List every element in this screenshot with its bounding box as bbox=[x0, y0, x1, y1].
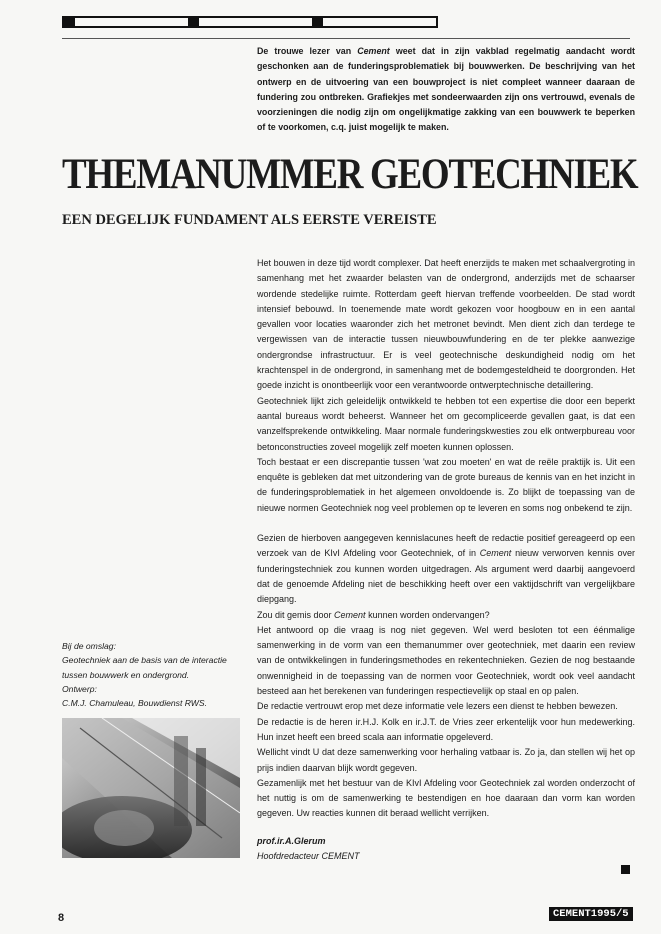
bar-block bbox=[312, 18, 323, 26]
page-number: 8 bbox=[58, 912, 65, 924]
body-paragraph: Het antwoord op die vraag is nog niet gegeven. Wel werd besloten tot een éénmalige samenwerking in de vorm van een themanummer over geotechniek, met daarin een review van de ontwikkelingen in funderingsmethodes en rekentechnieken. Gezien de nog bestaande onwennigheid in de toepassing van de normen voor Geotechniek, wordt ook veel aandacht besteed aan het berekenen van funderingen respectievelijk op staal en op palen. bbox=[257, 624, 635, 697]
body-paragraph: Geotechniek lijkt zich geleidelijk ontwikkeld te hebben tot een expertise die door een beperkt aantal bureaus wordt beheerst. Wanneer het om gecompliceerde gevallen gaat, is dat een vanzelfsprekende ontwikkeling. Maar normale funderingskwesties zou elk ontwerpbureau voor betonconstructies zoveel mogelijk zelf moeten kunnen oplossen. bbox=[257, 395, 635, 452]
body-paragraph: Zou dit gemis door Cement kunnen worden ondervangen? bbox=[257, 609, 490, 620]
body-paragraph: Het bouwen in deze tijd wordt complexer. Dat heeft enerzijds te maken met schaalvergroting in samenhang met het zwaarder belasten van de ondergrond, anderzijds met de schaarser wordende stedelijke ruimte. Rotterdam geeft hiervan treffende voorbeelden. De stad wordt intensief bebouwd. In toenemende mate wordt gekozen voor hoogbouw en in een aantal gevallen voor locaties waaronder zich het metronet bevindt. Men dient zich dan terdege te vergewissen van de interactie tussen nieuwbouwfundering en de ter plekke aanwezige ondergrondse infrastructuur. Er is veel geotechnische deskundigheid nodig om het krachtenspel in de ondergrond, in samenhang met de bodemgesteldheid te doorgronden. Het goede inzicht is onontbeerlijk voor een verantwoorde ontwerptechnische detaillering. bbox=[257, 258, 635, 391]
body-paragraph: De redactie is de heren ir.H.J. Kolk en ir.J.T. de Vries zeer erkentelijk voor hun medewerking. Hun inzet heeft een breed scala aan informatie opgeleverd. bbox=[257, 716, 635, 742]
signature-role: Hoofdredacteur CEMENT bbox=[257, 850, 360, 861]
issue-tag: CEMENT1995/5 bbox=[549, 907, 633, 921]
body-paragraph: Wellicht vindt U dat deze samenwerking voor herhaling vatbaar is. Zo ja, dan stellen wij het op prijs indien daarvan blijk wordt gegeven. bbox=[257, 747, 635, 773]
end-mark bbox=[621, 865, 630, 874]
signature-name: prof.ir.A.Glerum bbox=[257, 835, 326, 846]
body-paragraph: Gezamenlijk met het bestuur van de KIvI Afdeling voor Geotechniek zal worden onderzocht of het nuttig is om de samenwerking te bestendigen en hoe daaraan dan vorm kan worden gegeven. Uw reacties kunnen dit beraad wellicht verrijken. bbox=[257, 777, 635, 819]
intro-paragraph: De trouwe lezer van Cement weet dat in zijn vakblad regelmatig aandacht wordt geschonken aan de funderingsproblematiek bij bouwwerken. De beschrijving van het ontwerp en de uitvoering van een bouwproject is niet compleet wanneer daaraan de fundering zou ontbreken. Grafiekjes met sondeerwaarden zijn ons vertrouwd, evenals de voorzieningen die nodig zijn om ongelijkmatige zakking van een bouwwerk te beperken of te voorkomen, c.q. juist mogelijk te maken. bbox=[257, 46, 636, 133]
bar-block bbox=[188, 18, 199, 26]
article-body bbox=[257, 256, 635, 864]
signature bbox=[257, 834, 635, 865]
top-decorative-bar bbox=[62, 16, 438, 28]
bar-block bbox=[64, 18, 75, 26]
body-paragraph: Toch bestaat er een discrepantie tussen 'wat zou moeten' en wat de reële praktijk is. Uit een enquête is gebleken dat met uitzondering van de grote bureaus de kennis van en het inzicht in de funderingsproblematiek in het algemeen onvoldoende is. Zo blijkt de toepassing van de nieuwe normen Geotechniek nog veel problemen op te leveren en soms nog onbekend te zijn. bbox=[257, 456, 635, 513]
page-title: THEMANUMMER GEOTECHNIEK bbox=[62, 151, 638, 198]
cover-photo bbox=[62, 718, 240, 858]
body-paragraph: Gezien de hierboven aangegeven kennislacunes heeft de redactie positief gereageerd op een verzoek van de KIvI Afdeling voor Geotechniek, of in Cement nieuw verworven kennis over funderingstechniek zou kunnen worden uitgedragen. Als argument werd daarbij aangevoerd dat de genoemde Afdeling niet de beschikking heeft over een vaktijdschrift van vergelijkbare diepgang. bbox=[257, 533, 636, 605]
page-subtitle: EEN DEGELIJK FUNDAMENT ALS EERSTE VEREISTE bbox=[62, 212, 437, 228]
cover-caption: Bij de omslag: Geotechniek aan de basis van de interactie tussen bouwwerk en ondergrond. Ontwerp: C.M.J. Chamuleau, Bouwdienst RWS. bbox=[62, 641, 227, 709]
body-paragraph: De redactie vertrouwt erop met deze informatie vele lezers een dienst te hebben bewezen. bbox=[257, 701, 618, 712]
top-rule bbox=[62, 38, 630, 39]
magazine-name: Cement bbox=[357, 46, 390, 56]
